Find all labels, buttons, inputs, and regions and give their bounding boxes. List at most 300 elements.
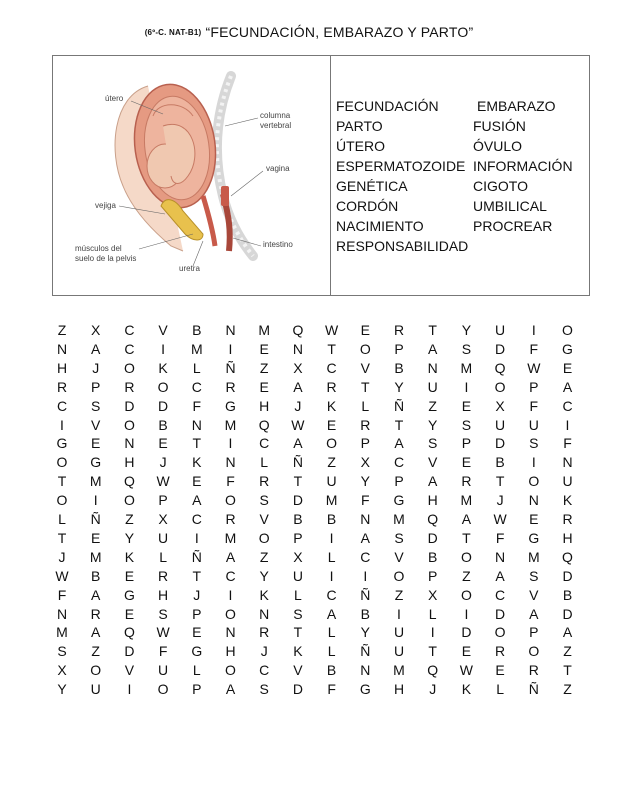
grid-letter[interactable]: N: [56, 605, 68, 622]
grid-letter[interactable]: N: [427, 359, 438, 376]
grid-letter[interactable]: N: [124, 435, 135, 452]
grid-letter[interactable]: D: [427, 529, 438, 546]
grid-letter[interactable]: J: [159, 454, 167, 471]
grid-letter[interactable]: R: [393, 322, 405, 338]
grid-letter[interactable]: G: [393, 492, 405, 509]
grid-letter[interactable]: O: [359, 340, 371, 357]
grid-letter[interactable]: K: [259, 586, 269, 603]
grid-letter[interactable]: T: [57, 529, 67, 546]
grid-letter[interactable]: J: [58, 548, 66, 565]
grid-letter[interactable]: I: [565, 416, 570, 433]
grid-letter[interactable]: O: [157, 681, 169, 698]
grid-letter[interactable]: O: [528, 643, 540, 660]
grid-letter[interactable]: V: [428, 454, 438, 471]
grid-letter[interactable]: O: [225, 605, 236, 622]
grid-letter[interactable]: X: [428, 586, 438, 603]
grid-letter[interactable]: O: [326, 435, 338, 452]
grid-letter[interactable]: O: [494, 624, 506, 641]
grid-letter[interactable]: R: [90, 605, 101, 622]
grid-letter[interactable]: E: [461, 454, 472, 471]
grid-letter[interactable]: T: [361, 378, 370, 395]
grid-letter[interactable]: G: [123, 586, 135, 603]
grid-letter[interactable]: Ñ: [191, 548, 202, 565]
grid-letter[interactable]: T: [495, 473, 505, 490]
grid-letter[interactable]: A: [428, 340, 438, 357]
grid-letter[interactable]: U: [90, 681, 101, 698]
grid-letter[interactable]: K: [124, 548, 135, 565]
grid-letter[interactable]: O: [460, 548, 472, 565]
grid-letter[interactable]: B: [360, 605, 370, 622]
grid-letter[interactable]: V: [394, 548, 404, 565]
grid-letter[interactable]: M: [460, 492, 473, 509]
grid-letter[interactable]: R: [225, 378, 236, 395]
grid-letter[interactable]: L: [327, 548, 336, 565]
grid-letter[interactable]: I: [531, 322, 536, 338]
grid-letter[interactable]: N: [360, 662, 371, 679]
grid-letter[interactable]: Ñ: [225, 359, 236, 376]
grid-letter[interactable]: Z: [259, 359, 269, 376]
grid-letter[interactable]: E: [259, 378, 269, 395]
grid-letter[interactable]: P: [192, 605, 202, 622]
grid-letter[interactable]: L: [293, 586, 302, 603]
grid-letter[interactable]: F: [327, 681, 336, 698]
grid-letter[interactable]: L: [428, 605, 437, 622]
grid-letter[interactable]: S: [158, 605, 168, 622]
grid-letter[interactable]: W: [324, 322, 339, 338]
grid-letter[interactable]: I: [93, 492, 98, 509]
grid-letter[interactable]: I: [228, 435, 233, 452]
grid-letter[interactable]: Z: [57, 322, 67, 338]
grid-letter[interactable]: Z: [91, 643, 100, 660]
grid-letter[interactable]: U: [495, 416, 506, 433]
grid-letter[interactable]: R: [56, 378, 68, 395]
grid-letter[interactable]: B: [293, 511, 303, 527]
grid-letter[interactable]: C: [393, 454, 405, 471]
grid-letter[interactable]: Y: [394, 378, 404, 395]
grid-letter[interactable]: D: [124, 397, 135, 414]
grid-letter[interactable]: C: [191, 511, 202, 527]
grid-letter[interactable]: Q: [292, 322, 304, 338]
grid-letter[interactable]: A: [293, 378, 303, 395]
grid-letter[interactable]: C: [124, 322, 135, 338]
grid-letter[interactable]: F: [529, 340, 539, 357]
grid-letter[interactable]: F: [158, 643, 168, 660]
grid-letter[interactable]: C: [225, 567, 236, 584]
grid-letter[interactable]: P: [192, 681, 202, 698]
grid-letter[interactable]: S: [428, 435, 438, 452]
grid-letter[interactable]: G: [562, 340, 573, 357]
grid-letter[interactable]: O: [56, 454, 68, 471]
grid-letter[interactable]: Q: [123, 473, 135, 490]
grid-letter[interactable]: D: [158, 397, 169, 414]
grid-letter[interactable]: O: [562, 322, 573, 338]
grid-letter[interactable]: Z: [259, 548, 269, 565]
grid-letter[interactable]: L: [58, 511, 66, 527]
grid-letter[interactable]: S: [91, 397, 101, 414]
grid-letter[interactable]: M: [89, 548, 102, 565]
grid-letter[interactable]: C: [562, 397, 573, 414]
grid-letter[interactable]: U: [292, 567, 303, 584]
grid-letter[interactable]: P: [529, 624, 539, 641]
grid-letter[interactable]: Z: [428, 397, 437, 414]
grid-letter[interactable]: Ñ: [528, 681, 539, 698]
grid-letter[interactable]: M: [393, 662, 405, 679]
grid-letter[interactable]: N: [225, 454, 236, 471]
grid-letter[interactable]: B: [91, 567, 101, 584]
grid-letter[interactable]: T: [327, 340, 336, 357]
grid-letter[interactable]: S: [461, 416, 472, 433]
grid-letter[interactable]: G: [225, 397, 236, 414]
grid-letter[interactable]: Z: [563, 681, 572, 698]
grid-letter[interactable]: Y: [57, 681, 67, 698]
grid-letter[interactable]: N: [562, 454, 573, 471]
grid-letter[interactable]: M: [224, 529, 237, 546]
grid-letter[interactable]: U: [326, 473, 337, 490]
grid-letter[interactable]: K: [158, 359, 168, 376]
grid-letter[interactable]: A: [428, 473, 438, 490]
grid-letter[interactable]: R: [562, 511, 573, 527]
grid-letter[interactable]: B: [428, 548, 438, 565]
grid-letter[interactable]: U: [495, 322, 506, 338]
grid-letter[interactable]: E: [461, 643, 472, 660]
grid-letter[interactable]: P: [360, 435, 370, 452]
grid-letter[interactable]: K: [192, 454, 202, 471]
grid-letter[interactable]: M: [527, 548, 540, 565]
grid-letter[interactable]: Ñ: [393, 397, 405, 414]
grid-letter[interactable]: E: [91, 435, 101, 452]
grid-letter[interactable]: A: [91, 586, 101, 603]
grid-letter[interactable]: J: [429, 681, 437, 698]
grid-letter[interactable]: N: [528, 492, 539, 509]
grid-letter[interactable]: N: [225, 322, 236, 338]
grid-letter[interactable]: J: [294, 397, 302, 414]
grid-letter[interactable]: E: [495, 662, 505, 679]
grid-letter[interactable]: O: [460, 586, 472, 603]
grid-letter[interactable]: D: [461, 624, 472, 641]
grid-letter[interactable]: O: [494, 378, 506, 395]
grid-letter[interactable]: R: [259, 473, 270, 490]
grid-letter[interactable]: E: [529, 511, 539, 527]
grid-letter[interactable]: H: [562, 529, 573, 546]
grid-letter[interactable]: Q: [427, 511, 439, 527]
grid-letter[interactable]: H: [427, 492, 438, 509]
grid-letter[interactable]: M: [460, 359, 473, 376]
grid-letter[interactable]: H: [56, 359, 68, 376]
grid-letter[interactable]: P: [428, 567, 438, 584]
grid-letter[interactable]: E: [259, 340, 269, 357]
grid-letter[interactable]: E: [124, 605, 135, 622]
grid-letter[interactable]: P: [293, 529, 303, 546]
grid-letter[interactable]: S: [293, 605, 303, 622]
grid-letter[interactable]: N: [292, 340, 303, 357]
grid-letter[interactable]: T: [428, 643, 437, 660]
grid-letter[interactable]: L: [361, 397, 370, 414]
grid-letter[interactable]: B: [326, 511, 337, 527]
grid-letter[interactable]: E: [461, 397, 472, 414]
grid-letter[interactable]: K: [562, 492, 573, 509]
grid-letter[interactable]: Y: [360, 473, 370, 490]
grid-letter[interactable]: A: [326, 605, 337, 622]
grid-letter[interactable]: L: [192, 359, 201, 376]
grid-letter[interactable]: A: [192, 492, 202, 509]
grid-letter[interactable]: B: [495, 454, 505, 471]
grid-letter[interactable]: I: [329, 529, 334, 546]
grid-letter[interactable]: J: [92, 359, 100, 376]
grid-letter[interactable]: Ñ: [90, 511, 101, 527]
grid-letter[interactable]: T: [428, 322, 437, 338]
grid-letter[interactable]: N: [56, 340, 68, 357]
grid-letter[interactable]: A: [360, 529, 370, 546]
grid-letter[interactable]: H: [124, 454, 135, 471]
grid-letter[interactable]: J: [260, 643, 268, 660]
grid-letter[interactable]: A: [225, 548, 236, 565]
grid-letter[interactable]: T: [394, 416, 404, 433]
grid-letter[interactable]: X: [57, 662, 67, 679]
grid-letter[interactable]: P: [529, 378, 539, 395]
grid-letter[interactable]: O: [393, 567, 405, 584]
grid-letter[interactable]: O: [157, 378, 169, 395]
grid-letter[interactable]: G: [56, 435, 68, 452]
grid-letter[interactable]: T: [293, 473, 303, 490]
grid-letter[interactable]: F: [57, 586, 67, 603]
grid-letter[interactable]: H: [158, 586, 169, 603]
grid-letter[interactable]: A: [562, 378, 573, 395]
grid-letter[interactable]: L: [496, 681, 504, 698]
grid-letter[interactable]: N: [259, 605, 270, 622]
grid-letter[interactable]: C: [326, 586, 337, 603]
grid-letter[interactable]: R: [360, 416, 371, 433]
grid-letter[interactable]: R: [259, 624, 270, 641]
grid-letter[interactable]: U: [562, 473, 573, 490]
grid-letter[interactable]: M: [56, 624, 68, 641]
grid-letter[interactable]: P: [461, 435, 472, 452]
grid-letter[interactable]: B: [158, 416, 168, 433]
grid-letter[interactable]: Y: [124, 529, 135, 546]
grid-letter[interactable]: N: [495, 548, 506, 565]
grid-letter[interactable]: X: [360, 454, 370, 471]
grid-letter[interactable]: F: [361, 492, 370, 509]
grid-letter[interactable]: E: [326, 416, 337, 433]
grid-letter[interactable]: B: [326, 662, 337, 679]
grid-letter[interactable]: I: [430, 624, 435, 641]
grid-letter[interactable]: A: [225, 681, 236, 698]
grid-letter[interactable]: X: [293, 548, 303, 565]
grid-letter[interactable]: P: [394, 473, 404, 490]
grid-letter[interactable]: C: [326, 359, 337, 376]
grid-letter[interactable]: D: [292, 492, 303, 509]
grid-letter[interactable]: C: [360, 548, 371, 565]
grid-letter[interactable]: I: [363, 567, 368, 584]
grid-letter[interactable]: S: [259, 681, 269, 698]
grid-letter[interactable]: Z: [462, 567, 471, 584]
grid-letter[interactable]: E: [91, 529, 101, 546]
grid-letter[interactable]: R: [461, 473, 472, 490]
grid-letter[interactable]: Q: [427, 662, 439, 679]
grid-letter[interactable]: C: [124, 340, 135, 357]
grid-letter[interactable]: W: [291, 416, 305, 433]
grid-letter[interactable]: O: [528, 473, 540, 490]
grid-letter[interactable]: Y: [428, 416, 438, 433]
grid-letter[interactable]: D: [495, 435, 506, 452]
grid-letter[interactable]: K: [461, 681, 472, 698]
grid-letter[interactable]: C: [259, 662, 270, 679]
grid-letter[interactable]: S: [529, 435, 539, 452]
grid-letter[interactable]: U: [158, 662, 169, 679]
grid-letter[interactable]: K: [293, 643, 303, 660]
grid-letter[interactable]: A: [91, 624, 101, 641]
grid-letter[interactable]: Y: [360, 624, 370, 641]
grid-letter[interactable]: Ñ: [292, 454, 303, 471]
grid-letter[interactable]: Q: [123, 624, 135, 641]
grid-letter[interactable]: Z: [125, 511, 134, 527]
grid-letter[interactable]: A: [461, 511, 472, 527]
grid-letter[interactable]: H: [393, 681, 405, 698]
grid-letter[interactable]: A: [394, 435, 404, 452]
grid-letter[interactable]: I: [228, 586, 233, 603]
grid-letter[interactable]: O: [56, 492, 68, 509]
grid-letter[interactable]: F: [226, 473, 235, 490]
grid-letter[interactable]: Z: [327, 454, 336, 471]
grid-letter[interactable]: C: [56, 397, 68, 414]
grid-letter[interactable]: T: [293, 624, 303, 641]
grid-letter[interactable]: V: [259, 511, 269, 527]
grid-letter[interactable]: I: [228, 340, 233, 357]
grid-letter[interactable]: X: [158, 511, 168, 527]
grid-letter[interactable]: M: [89, 473, 102, 490]
grid-letter[interactable]: V: [360, 359, 370, 376]
grid-letter[interactable]: I: [464, 378, 469, 395]
grid-letter[interactable]: X: [495, 397, 505, 414]
grid-letter[interactable]: Y: [259, 567, 269, 584]
grid-letter[interactable]: V: [529, 586, 539, 603]
grid-letter[interactable]: D: [495, 340, 506, 357]
grid-letter[interactable]: E: [562, 359, 573, 376]
grid-letter[interactable]: J: [193, 586, 201, 603]
grid-letter[interactable]: S: [259, 492, 269, 509]
grid-letter[interactable]: I: [531, 454, 536, 471]
grid-letter[interactable]: Ñ: [360, 586, 371, 603]
grid-letter[interactable]: M: [224, 416, 237, 433]
grid-letter[interactable]: E: [158, 435, 168, 452]
grid-letter[interactable]: J: [496, 492, 504, 509]
grid-letter[interactable]: Z: [563, 643, 572, 660]
grid-letter[interactable]: I: [464, 605, 469, 622]
grid-letter[interactable]: W: [156, 624, 170, 641]
grid-letter[interactable]: L: [260, 454, 269, 471]
grid-letter[interactable]: F: [563, 435, 572, 452]
grid-letter[interactable]: W: [527, 359, 541, 376]
grid-letter[interactable]: F: [495, 529, 505, 546]
grid-letter[interactable]: I: [329, 567, 334, 584]
grid-letter[interactable]: O: [90, 662, 102, 679]
grid-letter[interactable]: E: [124, 567, 135, 584]
grid-letter[interactable]: L: [327, 624, 336, 641]
grid-letter[interactable]: D: [495, 605, 506, 622]
grid-letter[interactable]: V: [158, 322, 168, 338]
grid-letter[interactable]: P: [158, 492, 168, 509]
grid-letter[interactable]: D: [562, 567, 573, 584]
grid-letter[interactable]: H: [225, 643, 236, 660]
grid-letter[interactable]: B: [394, 359, 404, 376]
grid-letter[interactable]: F: [192, 397, 202, 414]
grid-letter[interactable]: I: [60, 416, 64, 433]
grid-letter[interactable]: O: [258, 529, 270, 546]
grid-letter[interactable]: O: [123, 492, 135, 509]
grid-letter[interactable]: R: [528, 662, 539, 679]
grid-letter[interactable]: B: [192, 322, 202, 338]
grid-letter[interactable]: E: [192, 624, 202, 641]
grid-letter[interactable]: T: [57, 473, 67, 490]
grid-letter[interactable]: L: [327, 643, 336, 660]
grid-letter[interactable]: I: [161, 340, 166, 357]
grid-letter[interactable]: L: [192, 662, 201, 679]
grid-letter[interactable]: A: [495, 567, 505, 584]
grid-letter[interactable]: V: [91, 416, 101, 433]
grid-letter[interactable]: E: [360, 322, 370, 338]
grid-letter[interactable]: S: [57, 643, 67, 660]
grid-letter[interactable]: Z: [394, 586, 404, 603]
grid-letter[interactable]: G: [359, 681, 371, 698]
grid-letter[interactable]: G: [191, 643, 203, 660]
grid-letter[interactable]: X: [293, 359, 303, 376]
grid-letter[interactable]: A: [293, 435, 303, 452]
grid-letter[interactable]: I: [397, 605, 401, 622]
grid-letter[interactable]: M: [258, 322, 271, 338]
grid-letter[interactable]: W: [493, 511, 507, 527]
grid-letter[interactable]: T: [563, 662, 572, 679]
grid-letter[interactable]: U: [427, 378, 438, 395]
grid-letter[interactable]: A: [91, 340, 101, 357]
grid-letter[interactable]: N: [360, 511, 371, 527]
grid-letter[interactable]: O: [123, 416, 135, 433]
grid-letter[interactable]: S: [461, 340, 472, 357]
grid-letter[interactable]: C: [259, 435, 270, 452]
grid-letter[interactable]: R: [225, 511, 236, 527]
grid-letter[interactable]: O: [123, 359, 135, 376]
grid-letter[interactable]: F: [529, 397, 539, 414]
grid-letter[interactable]: R: [158, 567, 169, 584]
grid-letter[interactable]: X: [91, 322, 101, 338]
grid-letter[interactable]: D: [562, 605, 573, 622]
grid-letter[interactable]: Q: [562, 548, 573, 565]
grid-letter[interactable]: A: [562, 624, 573, 641]
grid-letter[interactable]: O: [225, 492, 236, 509]
grid-letter[interactable]: N: [225, 624, 236, 641]
grid-letter[interactable]: P: [91, 378, 101, 395]
grid-letter[interactable]: Y: [461, 322, 472, 338]
grid-letter[interactable]: S: [394, 529, 404, 546]
grid-letter[interactable]: C: [191, 378, 202, 395]
grid-letter[interactable]: A: [529, 605, 539, 622]
grid-letter[interactable]: E: [192, 473, 202, 490]
grid-letter[interactable]: R: [326, 378, 337, 395]
grid-letter[interactable]: K: [326, 397, 337, 414]
grid-letter[interactable]: V: [293, 662, 303, 679]
grid-letter[interactable]: G: [90, 454, 102, 471]
grid-letter[interactable]: D: [292, 681, 303, 698]
grid-letter[interactable]: U: [528, 416, 539, 433]
grid-letter[interactable]: W: [156, 473, 170, 490]
grid-letter[interactable]: O: [225, 662, 236, 679]
grid-letter[interactable]: M: [190, 340, 203, 357]
grid-letter[interactable]: M: [325, 492, 338, 509]
grid-letter[interactable]: M: [393, 511, 405, 527]
grid-letter[interactable]: U: [393, 624, 405, 641]
grid-letter[interactable]: D: [124, 643, 135, 660]
grid-letter[interactable]: V: [124, 662, 135, 679]
grid-letter[interactable]: B: [562, 586, 573, 603]
grid-letter[interactable]: H: [259, 397, 270, 414]
